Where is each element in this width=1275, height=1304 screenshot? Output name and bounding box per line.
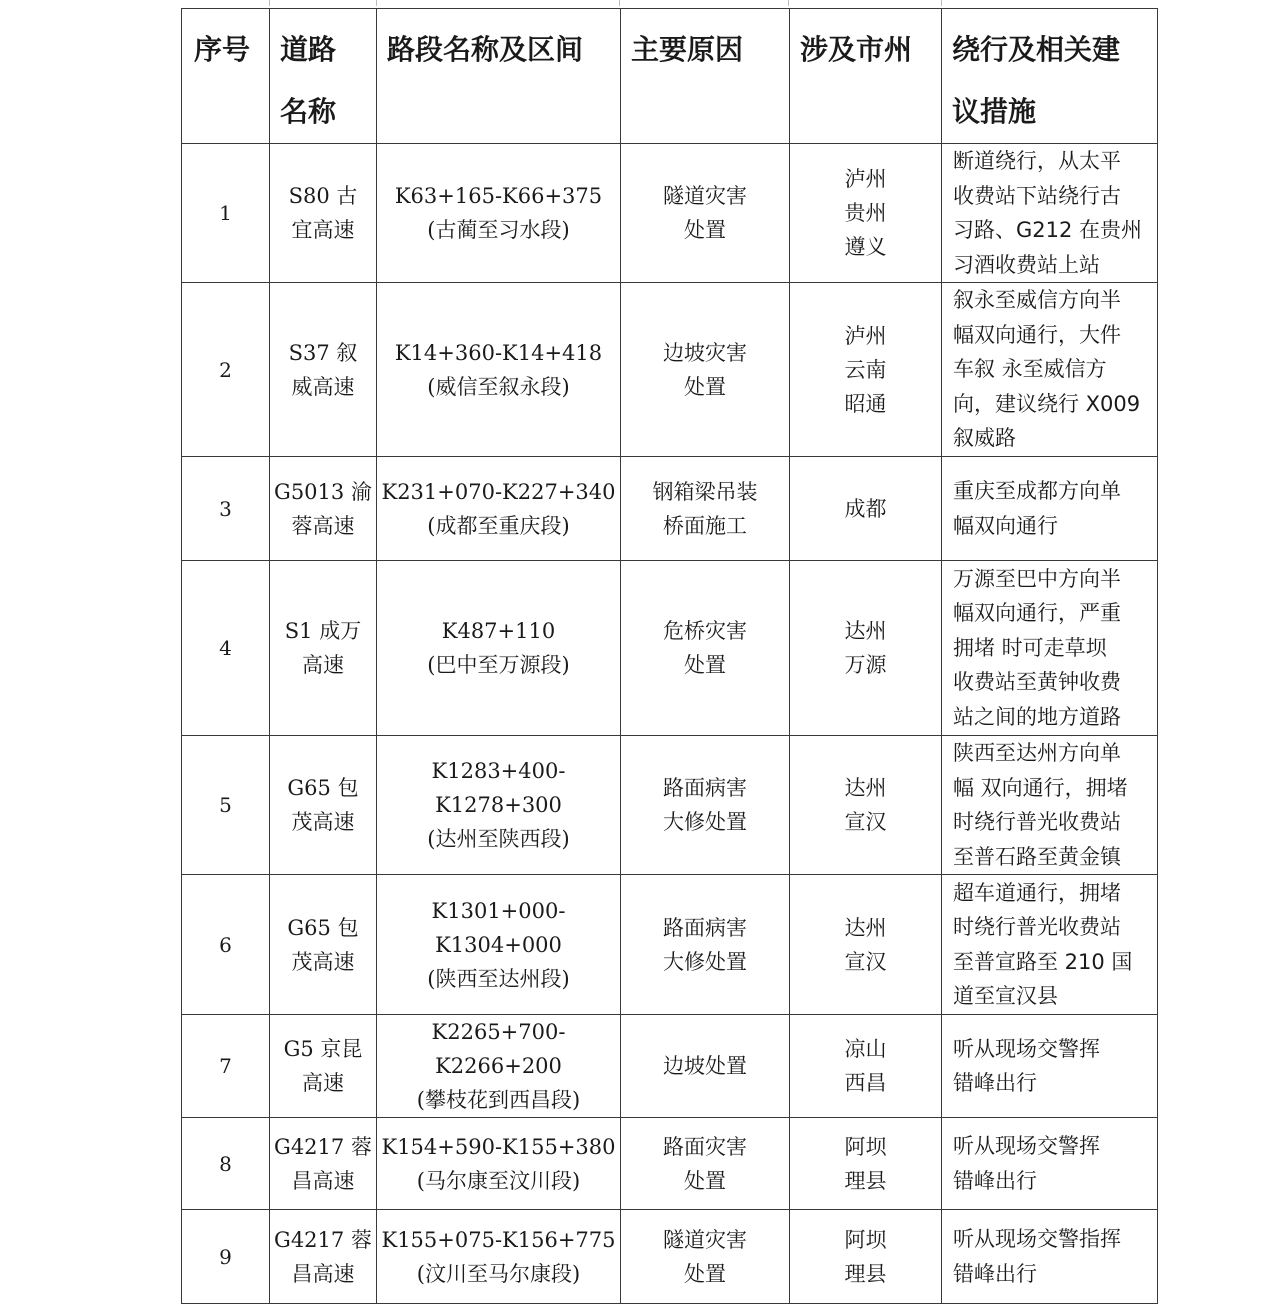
cell-cities: 泸州 贵州 遵义	[790, 144, 942, 283]
cell-advice: 叙永至威信方向半 幅双向通行，大件 车叙 永至威信方 向，建议绕行 X009 叙威路	[942, 283, 1158, 457]
cell-section: K14+360-K14+418 (威信至叙永段)	[377, 283, 621, 457]
cell-cities: 阿坝 理县	[790, 1210, 942, 1304]
cell-cities: 达州 宣汉	[790, 875, 942, 1015]
cell-no: 5	[182, 736, 270, 875]
cell-road-name: S80 古 宜高速	[270, 144, 377, 283]
cell-reason: 路面病害 大修处置	[621, 875, 790, 1015]
table-row	[182, 1118, 1158, 1210]
cell-reason: 边坡灾害 处置	[621, 283, 790, 457]
table-row	[182, 875, 1158, 1015]
cell-advice: 听从现场交警指挥 错峰出行	[942, 1210, 1158, 1304]
cell-reason: 隧道灾害 处置	[621, 1210, 790, 1304]
table-row	[182, 144, 1158, 283]
cell-road-name: G65 包 茂高速	[270, 875, 377, 1015]
cell-advice: 万源至巴中方向半 幅双向通行，严重 拥堵 时可走草坝 收费站至黄钟收费 站之间的地方道路	[942, 561, 1158, 736]
previous-row-fragment	[181, 0, 1157, 8]
header-no: 序号	[182, 9, 270, 144]
cell-advice: 重庆至成都方向单 幅双向通行	[942, 457, 1158, 561]
cell-no: 3	[182, 457, 270, 561]
cell-advice: 陕西至达州方向单 幅 双向通行，拥堵 时绕行普光收费站 至普石路至黄金镇	[942, 736, 1158, 875]
cell-section: K1283+400-K1278+300 (达州至陕西段)	[377, 736, 621, 875]
cell-advice: 断道绕行，从太平 收费站下站绕行古 习路、G212 在贵州 习酒收费站上站	[942, 144, 1158, 283]
table-row	[182, 283, 1158, 457]
cell-no: 4	[182, 561, 270, 736]
cell-section: K231+070-K227+340 (成都至重庆段)	[377, 457, 621, 561]
cell-no: 2	[182, 283, 270, 457]
cell-road-name: S1 成万 高速	[270, 561, 377, 736]
cell-no: 7	[182, 1015, 270, 1118]
cell-advice: 超车道通行，拥堵 时绕行普光收费站 至普宣路至 210 国 道至宣汉县	[942, 875, 1158, 1015]
cell-road-name: G4217 蓉 昌高速	[270, 1210, 377, 1304]
cell-cities: 成都	[790, 457, 942, 561]
cell-no: 6	[182, 875, 270, 1015]
cell-road-name: G5013 渝 蓉高速	[270, 457, 377, 561]
cell-no: 9	[182, 1210, 270, 1304]
table-row	[182, 1015, 1158, 1118]
cell-cities: 达州 宣汉	[790, 736, 942, 875]
table-row	[182, 736, 1158, 875]
table-row	[182, 561, 1158, 736]
cell-reason: 边坡处置	[621, 1015, 790, 1118]
header-reason: 主要原因	[621, 9, 790, 144]
cell-section: K63+165-K66+375 (古蔺至习水段)	[377, 144, 621, 283]
cell-section: K155+075-K156+775 (汶川至马尔康段)	[377, 1210, 621, 1304]
cell-reason: 危桥灾害 处置	[621, 561, 790, 736]
cell-reason: 路面病害 大修处置	[621, 736, 790, 875]
cell-reason: 路面灾害 处置	[621, 1118, 790, 1210]
header-section: 路段名称及区间	[377, 9, 621, 144]
cell-advice: 听从现场交警挥 错峰出行	[942, 1118, 1158, 1210]
table-row	[182, 457, 1158, 561]
cell-no: 8	[182, 1118, 270, 1210]
cell-section: K1301+000-K1304+000 (陕西至达州段)	[377, 875, 621, 1015]
cell-cities: 凉山 西昌	[790, 1015, 942, 1118]
table-row	[182, 1210, 1158, 1304]
cell-road-name: G4217 蓉 昌高速	[270, 1118, 377, 1210]
cell-cities: 达州 万源	[790, 561, 942, 736]
cell-section: K2265+700-K2266+200 (攀枝花到西昌段)	[377, 1015, 621, 1118]
cell-reason: 隧道灾害 处置	[621, 144, 790, 283]
cell-reason: 钢箱梁吊装 桥面施工	[621, 457, 790, 561]
cell-section: K487+110 (巴中至万源段)	[377, 561, 621, 736]
cell-road-name: S37 叙 威高速	[270, 283, 377, 457]
cell-cities: 阿坝 理县	[790, 1118, 942, 1210]
cell-advice: 听从现场交警挥 错峰出行	[942, 1015, 1158, 1118]
cell-road-name: G65 包 茂高速	[270, 736, 377, 875]
table-header-row	[182, 9, 1158, 144]
header-road-name: 道路 名称	[270, 9, 377, 144]
cell-road-name: G5 京昆 高速	[270, 1015, 377, 1118]
header-cities: 涉及市州	[790, 9, 942, 144]
road-closure-table	[181, 8, 1158, 1304]
cell-section: K154+590-K155+380 (马尔康至汶川段)	[377, 1118, 621, 1210]
cell-no: 1	[182, 144, 270, 283]
cell-cities: 泸州 云南 昭通	[790, 283, 942, 457]
header-advice: 绕行及相关建 议措施	[942, 9, 1158, 144]
